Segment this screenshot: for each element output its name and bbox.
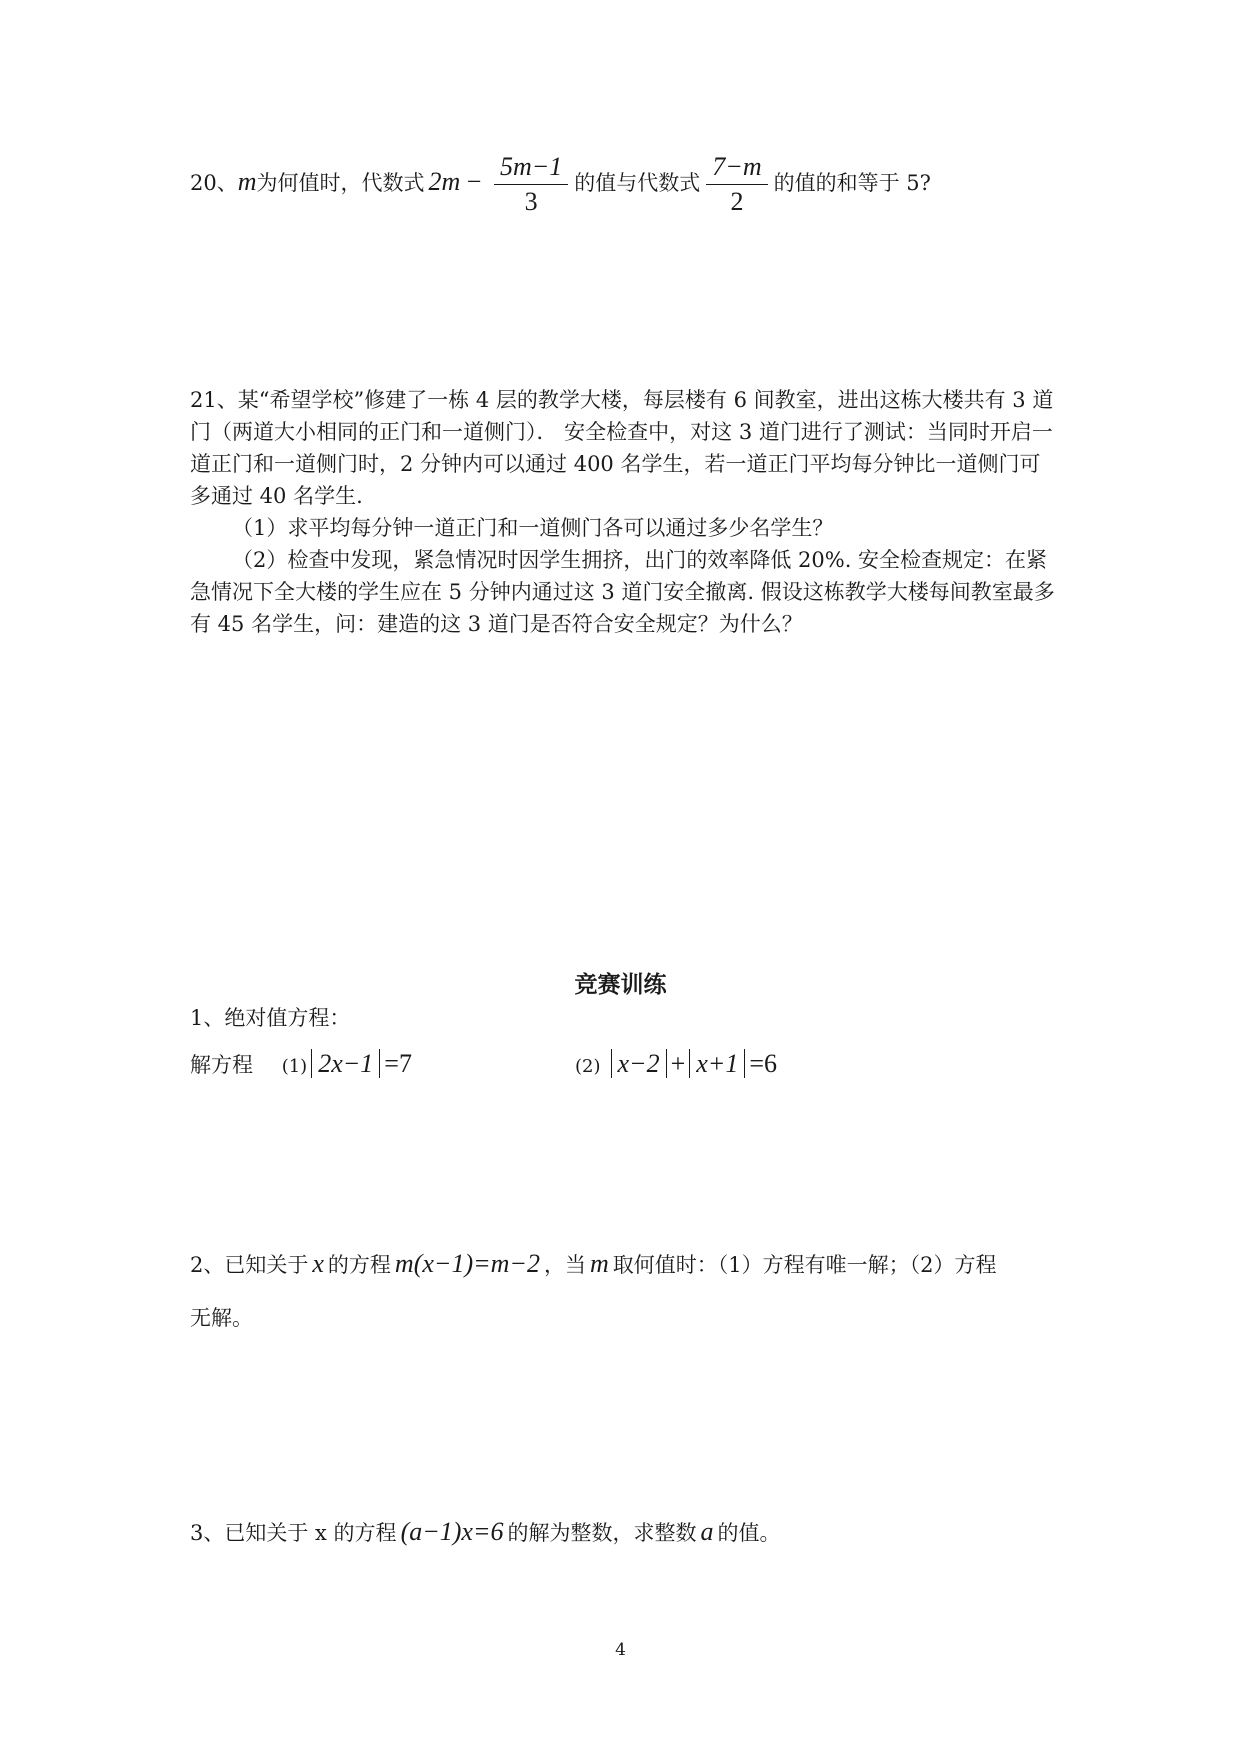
c3-text-2: 的解为整数，求整数 bbox=[507, 1521, 697, 1545]
c3-equation: (a−1)x=6 bbox=[400, 1517, 504, 1546]
c1-label: 解方程 bbox=[190, 1053, 253, 1077]
c1-heading: 1、绝对值方程： bbox=[190, 1006, 351, 1030]
q20-frac2-denominator: 2 bbox=[730, 187, 744, 216]
q20-text-2: 的值与代数式 bbox=[574, 171, 701, 195]
c2-line-1 bbox=[190, 1246, 996, 1283]
c1-part2-operator: + bbox=[670, 1049, 686, 1078]
c2-line-2: 无解。 bbox=[190, 1306, 253, 1330]
c2-text-2: 的方程 bbox=[327, 1253, 391, 1277]
q20-frac2-numerator: 7−m bbox=[706, 150, 767, 185]
c2-text-4: 取何值时：（1）方程有唯一解；（2）方程 bbox=[612, 1253, 997, 1277]
q20-frac1-denominator: 3 bbox=[524, 187, 538, 216]
c1-part2-label: (2) bbox=[575, 1056, 601, 1077]
question-21-part-2: （2）检查中发现，紧急情况时因学生拥挤，出门的效率降低 20%. 安全检查规定：在紧急情况下全大楼的学生应在 5 分钟内通过这 3 道门安全撤离. 假设这栋教学大楼每间教室最多有 45 名学生，问：建造的这 3 道门是否符合安全规定？为什么？ bbox=[190, 548, 1055, 636]
section-title: 竞赛训练 bbox=[574, 971, 667, 998]
c2-var-x: x bbox=[312, 1249, 324, 1278]
c1-part2-rhs: =6 bbox=[749, 1049, 778, 1078]
c3-var-a: a bbox=[700, 1517, 714, 1546]
c1-equations bbox=[190, 1046, 412, 1085]
c3-text-3: 的值。 bbox=[717, 1521, 781, 1545]
q20-number: 20、 bbox=[190, 171, 238, 195]
c2-var-m: m bbox=[589, 1249, 609, 1278]
c2-text-3: ，当 bbox=[543, 1253, 586, 1277]
c2-equation: m(x−1)=m−2 bbox=[394, 1249, 540, 1278]
c1-part1-rhs: =7 bbox=[384, 1049, 412, 1078]
question-20 bbox=[190, 150, 931, 219]
q20-minus-sign: − bbox=[460, 167, 488, 196]
c1-equation-2 bbox=[575, 1046, 777, 1085]
c2-text-1: 2、已知关于 bbox=[190, 1253, 309, 1277]
page-number: 4 bbox=[615, 1640, 626, 1660]
question-21-body: 21、某“希望学校”修建了一栋 4 层的教学大楼，每层楼有 6 间教室，进出这栋大楼共有 3 道门（两道大小相同的正门和一道侧门）． 安全检查中，对这 3 道门进行了测试：当同时开启一道正门和一道侧门时，2 分钟内可以通过 400 名学生，若一道正门平均每分钟比一道侧门可多通过 40 名学生. bbox=[190, 388, 1054, 508]
c3-text-1: 3、已知关于 x 的方程 bbox=[190, 1521, 397, 1545]
q20-var-m: m bbox=[237, 167, 257, 196]
q20-expr-a: 2m bbox=[428, 167, 461, 196]
c3-line bbox=[190, 1514, 781, 1551]
q20-fraction-2 bbox=[706, 150, 767, 219]
q20-text-3: 的值的和等于 5? bbox=[773, 171, 931, 195]
c1-part2-abs-2: x+1 bbox=[689, 1049, 745, 1078]
q20-fraction-1 bbox=[494, 150, 568, 219]
c1-part1-label: (1) bbox=[281, 1056, 308, 1077]
question-21-part-1: （1）求平均每分钟一道正门和一道侧门各可以通过多少名学生？ bbox=[232, 516, 834, 540]
q20-text-1: 为何值时，代数式 bbox=[256, 171, 425, 195]
q20-frac1-numerator: 5m−1 bbox=[494, 150, 568, 185]
c1-part2-abs-1: x−2 bbox=[611, 1049, 667, 1078]
c1-part1-abs: 2x−1 bbox=[311, 1049, 380, 1078]
